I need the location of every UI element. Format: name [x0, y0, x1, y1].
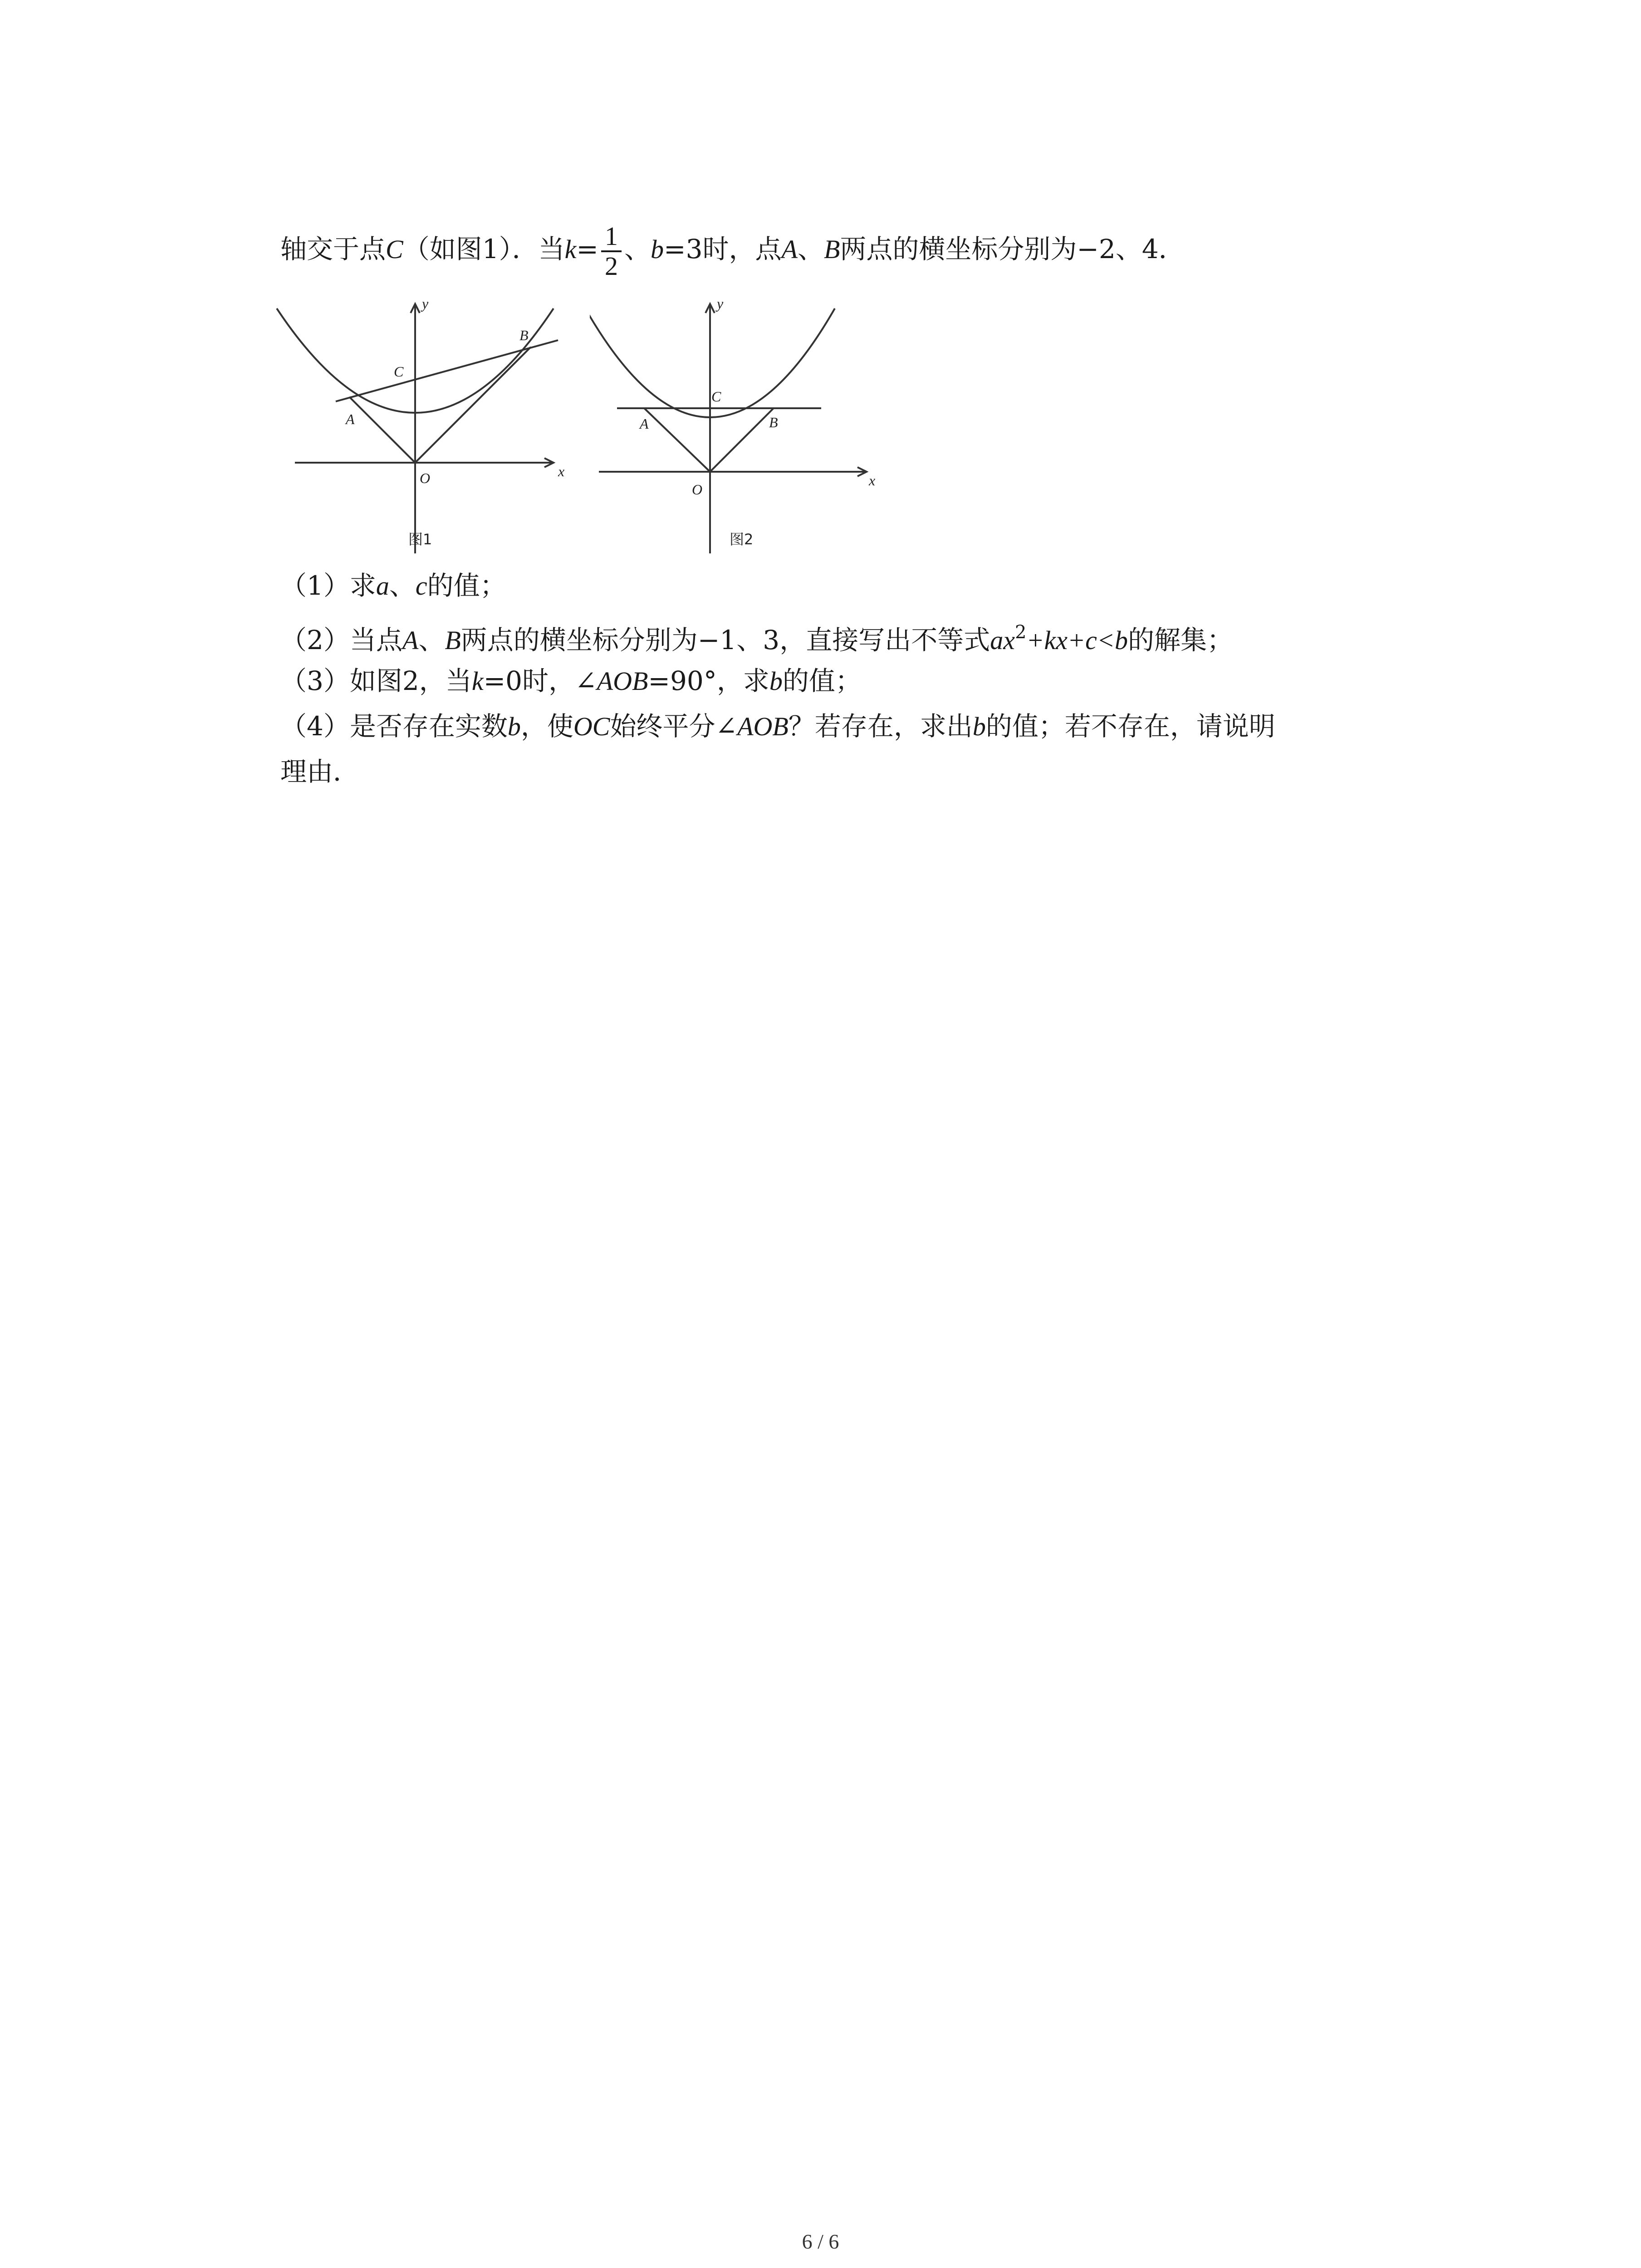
q3-deg: =90°，求 — [648, 665, 769, 696]
figure-1-graph — [272, 295, 572, 562]
fig1-label-o: O — [420, 470, 431, 486]
fig1-line-ab — [336, 340, 558, 401]
intro-paren: （如图1）．当 — [403, 234, 565, 265]
q4-mid2: 始终平分∠ — [610, 711, 738, 742]
fig2-caption: 图2 — [730, 531, 754, 548]
q4-mid3: ？若存在，求出 — [788, 711, 973, 742]
q3-prefix: （3）如图2，当 — [280, 665, 472, 696]
fig1-label-a: A — [346, 411, 355, 427]
intro-suffix: 两点的横坐标分别为−2、4． — [840, 234, 1185, 265]
intro-eq: = — [576, 234, 598, 265]
q1-suffix: 的值； — [427, 570, 506, 601]
intro-comma: 、 — [797, 234, 824, 265]
fig2-label-b: B — [769, 414, 778, 430]
q2-point-b: B — [445, 626, 461, 655]
q1-var-a: a — [376, 571, 389, 601]
fig2-label-y: y — [717, 295, 724, 312]
q2-mid: 两点的横坐标分别为−1、3，直接写出不等式 — [460, 625, 990, 655]
q4-oc: OC — [573, 712, 610, 741]
q2-suffix: 的解集； — [1128, 625, 1234, 655]
q4-angle-aob: AOB — [737, 712, 789, 741]
q2-exponent: 2 — [1014, 622, 1027, 643]
fig2-segment-oa — [644, 408, 710, 472]
q2-point-a: A — [402, 626, 419, 655]
q1-sep: 、 — [389, 570, 416, 601]
fig1-label-b: B — [519, 327, 529, 343]
fig2-segment-ob — [710, 408, 774, 472]
q3-angle-aob: AOB — [597, 666, 648, 696]
k-fraction — [601, 222, 622, 280]
q4-var-b: b — [507, 712, 521, 741]
fig2-label-x: x — [869, 472, 876, 489]
k-numerator: 1 — [601, 222, 622, 252]
intro-prefix: 轴交于点 — [280, 234, 386, 265]
fig2-label-o: O — [692, 481, 703, 498]
q2-ax: ax — [990, 626, 1015, 655]
question-2 — [280, 624, 1233, 657]
intro-point-b: B — [823, 235, 840, 264]
fig1-label-x: x — [558, 463, 565, 479]
question-4-line-2 — [280, 755, 359, 788]
figure-2 — [590, 295, 880, 564]
q2-rest: +kx+c<b — [1026, 626, 1128, 655]
q4-suffix: 的值；若不存在，请说明 — [985, 711, 1275, 742]
q3-suffix: 的值； — [782, 665, 862, 696]
fig1-label-y: y — [422, 295, 429, 312]
fig2-label-c: C — [711, 388, 721, 405]
k-denominator: 2 — [604, 251, 618, 281]
intro-sep: 、 — [624, 234, 651, 265]
intro-k: k — [564, 235, 577, 264]
q1-var-c: c — [415, 571, 427, 601]
q3-var-b: b — [769, 666, 783, 696]
q4-prefix: （4）是否存在实数 — [280, 711, 508, 742]
page-number: 6 / 6 — [802, 2230, 839, 2253]
q3-var-k: k — [471, 666, 484, 696]
intro-b: b — [650, 235, 664, 264]
question-4 — [280, 710, 1275, 743]
q1-prefix: （1）求 — [280, 570, 376, 601]
problem-intro-line — [280, 222, 1185, 280]
question-1 — [280, 569, 506, 602]
q4-var-b2: b — [972, 712, 986, 741]
q3-mid: =0时，∠ — [483, 665, 597, 696]
q4-mid1: ，使 — [520, 711, 573, 742]
fig1-label-c: C — [394, 363, 404, 380]
figure-1 — [272, 295, 572, 564]
q2-sep: 、 — [418, 625, 445, 655]
intro-b-value: =3时，点 — [663, 234, 782, 265]
intro-point-a: A — [781, 235, 798, 264]
q2-prefix: （2）当点 — [280, 625, 402, 655]
question-3 — [280, 665, 862, 698]
intro-point-c: C — [386, 235, 403, 264]
figure-2-graph — [590, 295, 880, 562]
fig1-caption: 图1 — [408, 531, 432, 548]
fig2-label-a: A — [640, 415, 649, 432]
q4-line2: 理由． — [280, 756, 360, 787]
